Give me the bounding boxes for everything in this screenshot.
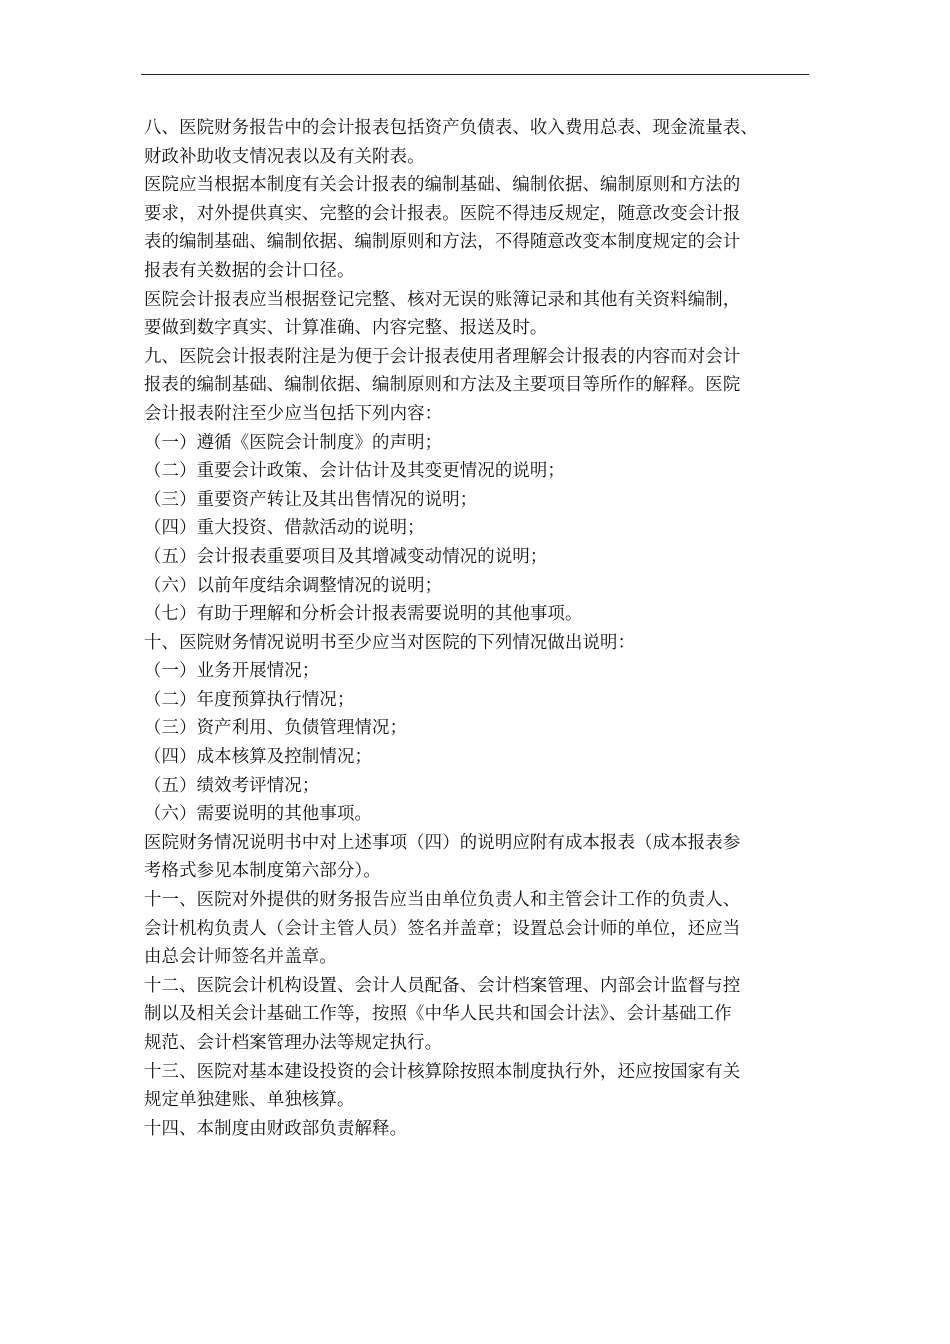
list-item: （五）会计报表重要项目及其增减变动情况的说明； bbox=[144, 546, 548, 567]
list-item: （三）重要资产转让及其出售情况的说明； bbox=[144, 489, 478, 510]
text-line: 十一、医院对外提供的财务报告应当由单位负责人和主管会计工作的负责人、 bbox=[144, 890, 741, 911]
text-line: 九、医院会计报表附注是为便于会计报表使用者理解会计报表的内容而对会计 bbox=[144, 346, 741, 367]
text-line: 制以及相关会计基础工作等，按照《中华人民共和国会计法》、会计基础工作 bbox=[144, 1004, 732, 1025]
text-line: 要求，对外提供真实、完整的会计报表。医院不得违反规定，随意改变会计报 bbox=[144, 203, 741, 224]
text-line: 考格式参见本制度第六部分）。 bbox=[144, 861, 381, 882]
list-item: （三）资产利用、负债管理情况； bbox=[144, 718, 408, 739]
list-item: （五）绩效考评情况； bbox=[144, 775, 320, 796]
text-line: 规定单独建账、单独核算。 bbox=[144, 1090, 355, 1111]
header-rule bbox=[141, 74, 809, 75]
list-item: （二）年度预算执行情况； bbox=[144, 689, 355, 710]
text-line: 医院应当根据本制度有关会计报表的编制基础、编制依据、编制原则和方法的 bbox=[144, 175, 741, 196]
text-line: 要做到数字真实、计算准确、内容完整、报送及时。 bbox=[144, 318, 548, 339]
text-line: 报表的编制基础、编制依据、编制原则和方法及主要项目等所作的解释。医院 bbox=[144, 375, 741, 396]
text-line: 财政补助收支情况表以及有关附表。 bbox=[144, 146, 425, 167]
list-item: （一）业务开展情况； bbox=[144, 661, 320, 682]
text-line: 会计报表附注至少应当包括下列内容： bbox=[144, 403, 443, 424]
list-item: （四）重大投资、借款活动的说明； bbox=[144, 518, 425, 539]
list-item: （一）遵循《医院会计制度》的声明； bbox=[144, 432, 443, 453]
list-item: （六）以前年度结余调整情况的说明； bbox=[144, 575, 443, 596]
list-item: （六）需要说明的其他事项。 bbox=[144, 804, 373, 825]
text-line: 十二、医院会计机构设置、会计人员配备、会计档案管理、内部会计监督与控 bbox=[144, 975, 741, 996]
text-line: 表的编制基础、编制依据、编制原则和方法，不得随意改变本制度规定的会计 bbox=[144, 232, 741, 253]
text-line: 规范、会计档案管理办法等规定执行。 bbox=[144, 1033, 443, 1053]
list-item: （七）有助于理解和分析会计报表需要说明的其他事项。 bbox=[144, 604, 583, 625]
list-item: （二）重要会计政策、会计估计及其变更情况的说明； bbox=[144, 461, 565, 482]
text-line: 报表有关数据的会计口径。 bbox=[144, 260, 355, 281]
text-line: 十三、医院对基本建设投资的会计核算除按照本制度执行外，还应按国家有关 bbox=[144, 1061, 741, 1082]
text-line: 十、医院财务情况说明书至少应当对医院的下列情况做出说明： bbox=[144, 632, 636, 653]
list-item: （四）成本核算及控制情况； bbox=[144, 747, 373, 768]
document-body bbox=[144, 114, 814, 1143]
text-line: 会计机构负责人（会计主管人员）签名并盖章；设置总会计师的单位，还应当 bbox=[144, 918, 741, 939]
text-line: 医院财务情况说明书中对上述事项（四）的说明应附有成本报表（成本报表参 bbox=[144, 832, 741, 853]
text-line: 由总会计师签名并盖章。 bbox=[144, 947, 337, 968]
text-line: 八、医院财务报告中的会计报表包括资产负债表、收入费用总表、现金流量表、 bbox=[144, 118, 758, 138]
text-line: 十四、本制度由财政部负责解释。 bbox=[144, 1118, 408, 1139]
text-line: 医院会计报表应当根据登记完整、核对无误的账簿记录和其他有关资料编制， bbox=[144, 289, 741, 310]
